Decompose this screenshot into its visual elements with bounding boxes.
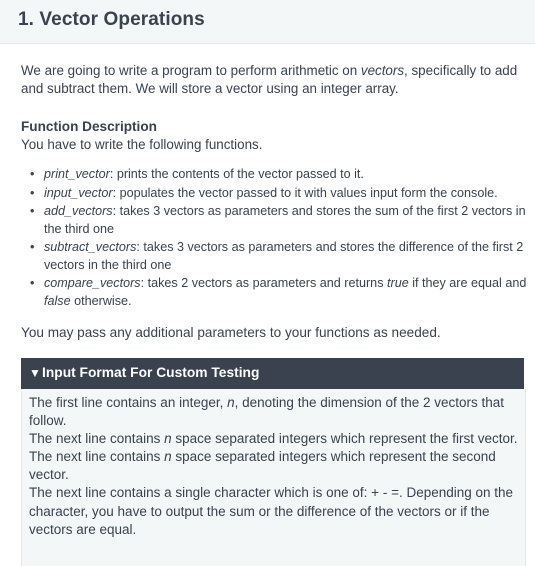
- bullet-icon: •: [30, 276, 35, 290]
- input-line-1: [29, 394, 519, 430]
- function-desc-end: otherwise.: [70, 293, 132, 308]
- separator: :: [112, 185, 120, 200]
- input-line-2: [29, 430, 519, 448]
- text: The next line contains: [29, 449, 165, 465]
- function-desc: takes 3 vectors as parameters and stores the sum of the first 2 vectors in the third one: [44, 204, 526, 236]
- input-format-text: [29, 394, 519, 539]
- keyword-true: true: [387, 276, 409, 290]
- function-desc: prints the contents of the vector passed to it.: [116, 167, 364, 181]
- page-title: 1. Vector Operations: [18, 9, 205, 30]
- text: space separated integers which represent the second vector.: [29, 449, 496, 483]
- separator: :: [109, 167, 117, 181]
- function-description-text: You have to write the following functions.: [21, 137, 263, 152]
- function-name: add_vectors: [44, 204, 113, 218]
- parameters-note: You may pass any additional parameters to your functions as needed.: [21, 325, 441, 340]
- function-name: compare_vectors: [44, 276, 141, 290]
- input-format-panel: [21, 389, 526, 566]
- separator: :: [112, 204, 120, 218]
- function-name: input_vector: [44, 185, 113, 200]
- bullet-icon: •: [30, 185, 35, 200]
- function-name: subtract_vectors: [44, 240, 137, 254]
- function-desc-mid: if they are equal and: [408, 276, 527, 290]
- text: , denoting the dimension of the 2 vectors that follow.: [29, 395, 505, 429]
- text: space separated integers which represent the first vector.: [171, 431, 518, 447]
- function-name: print_vector: [44, 167, 110, 181]
- triangle-down-icon: ▼: [29, 366, 41, 380]
- variable-n: n: [164, 431, 172, 447]
- intro-paragraph: [21, 62, 527, 98]
- list-item: [30, 239, 527, 274]
- function-desc: populates the vector passed to it with values input form the console.: [119, 185, 498, 200]
- separator: :: [136, 240, 144, 254]
- intro-text: We are going to write a program to perform arithmetic on: [21, 63, 361, 78]
- function-desc: takes 2 vectors as parameters and returns: [147, 276, 387, 290]
- input-line-3: [29, 448, 519, 484]
- problem-statement: [21, 62, 527, 342]
- input-format-toggle[interactable]: [21, 358, 524, 389]
- variable-n: n: [164, 449, 172, 465]
- list-item: [30, 275, 527, 310]
- keyword-false: false: [44, 293, 71, 308]
- list-item: [30, 166, 527, 184]
- intro-text-end: , specifically to add and subtract them. We will store a vector using an integer array.: [21, 63, 518, 96]
- intro-emphasis: vectors: [360, 63, 405, 78]
- list-item: [30, 185, 527, 203]
- bullet-icon: •: [30, 204, 35, 218]
- input-format-title: Input Format For Custom Testing: [42, 365, 260, 380]
- text: The first line contains an integer,: [29, 395, 228, 410]
- bullet-icon: •: [30, 167, 35, 181]
- bullet-icon: •: [30, 240, 35, 254]
- function-list: [21, 166, 527, 310]
- input-line-4: The next line contains a single character which is one of: + - =. Depending on the character, you have to output the sum or the difference of the vectors or if the vectors are equal.: [29, 485, 514, 537]
- list-item: [30, 203, 527, 238]
- function-desc: takes 3 vectors as parameters and stores the difference of the first 2 vectors in the third one: [44, 240, 524, 272]
- problem-header: [0, 0, 535, 44]
- text: The next line contains: [29, 431, 165, 447]
- separator: :: [140, 276, 148, 290]
- function-description-heading: Function Description: [21, 119, 157, 134]
- variable-n: n: [227, 395, 235, 410]
